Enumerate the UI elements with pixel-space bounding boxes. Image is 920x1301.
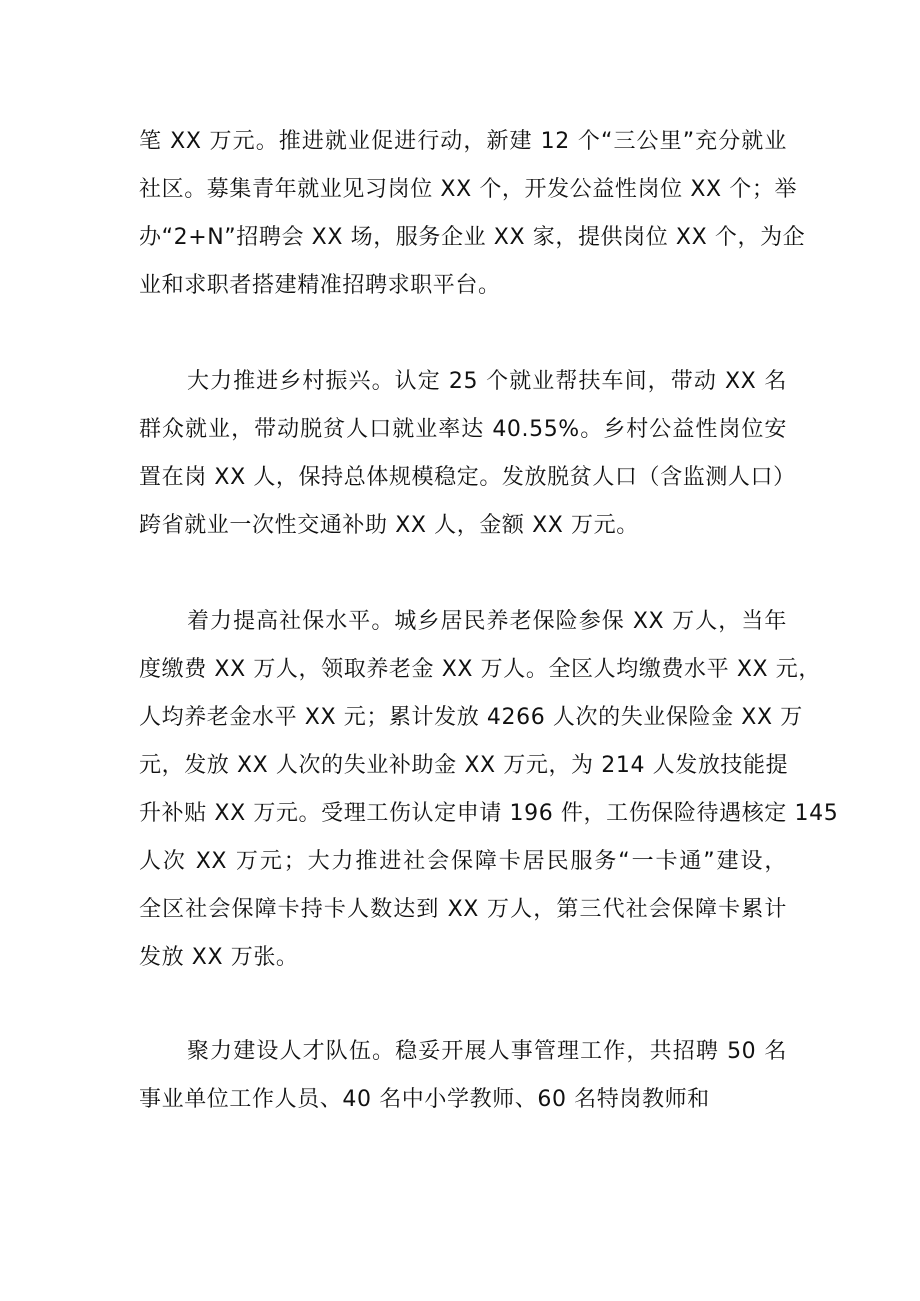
paragraph-line: 发放 XX 万张。 bbox=[139, 945, 299, 970]
paragraph-line: 着力提高社保水平。城乡居民养老保险参保 XX 万人，当年 bbox=[187, 609, 787, 634]
paragraph-line: 社区。募集青年就业见习岗位 XX 个，开发公益性岗位 XX 个；举 bbox=[139, 177, 798, 202]
paragraph-rural-revitalization bbox=[139, 358, 796, 550]
paragraph-line: 大力推进乡村振兴。认定 25 个就业帮扶车间，带动 XX 名 bbox=[187, 369, 787, 394]
paragraph-talent-team bbox=[139, 1028, 787, 1124]
paragraph-line: 群众就业，带动脱贫人口就业率达 40.55%。乡村公益性岗位安 bbox=[139, 417, 787, 442]
paragraph-line: 事业单位工作人员、40 名中小学教师、60 名特岗教师和 bbox=[139, 1087, 710, 1112]
paragraph-line: 笔 XX 万元。推进就业促进行动，新建 12 个“三公里”充分就业 bbox=[139, 129, 787, 154]
paragraph-line: 业和求职者搭建精准招聘求职平台。 bbox=[139, 273, 501, 298]
paragraph-line: 置在岗 XX 人，保持总体规模稳定。发放脱贫人口（含监测人口） bbox=[139, 465, 796, 490]
paragraph-employment-promotion bbox=[139, 118, 806, 310]
paragraph-line: 度缴费 XX 万人，领取养老金 XX 万人。全区人均缴费水平 XX 元， bbox=[139, 657, 821, 682]
paragraph-line: 升补贴 XX 万元。受理工伤认定申请 196 件，工伤保险待遇核定 145 bbox=[139, 801, 839, 826]
paragraph-line: 跨省就业一次性交通补助 XX 人，金额 XX 万元。 bbox=[139, 513, 639, 538]
paragraph-line: 人次 XX 万元；大力推进社会保障卡居民服务“一卡通”建设， bbox=[139, 849, 787, 874]
paragraph-social-security bbox=[139, 598, 839, 982]
paragraph-line: 元，发放 XX 人次的失业补助金 XX 万元，为 214 人发放技能提 bbox=[139, 753, 789, 778]
paragraph-line: 聚力建设人才队伍。稳妥开展人事管理工作，共招聘 50 名 bbox=[187, 1039, 787, 1064]
paragraph-line: 人均养老金水平 XX 元；累计发放 4266 人次的失业保险金 XX 万 bbox=[139, 705, 803, 730]
paragraph-line: 全区社会保障卡持卡人数达到 XX 万人，第三代社会保障卡累计 bbox=[139, 897, 787, 922]
paragraph-line: 办“2+N”招聘会 XX 场，服务企业 XX 家，提供岗位 XX 个，为企 bbox=[139, 225, 806, 250]
